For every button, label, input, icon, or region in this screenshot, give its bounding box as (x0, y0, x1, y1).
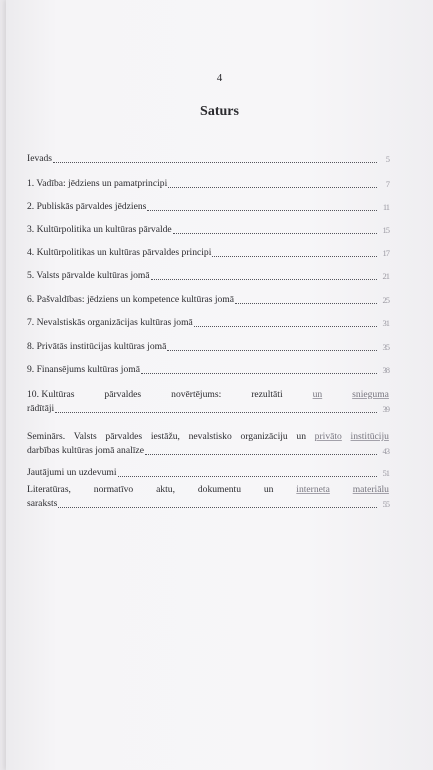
word: un (312, 389, 323, 400)
word: aktu, (156, 484, 175, 495)
document-page (6, 0, 433, 770)
word: 10. Kultūras (27, 389, 75, 400)
toc-entry-line2 (27, 402, 389, 416)
toc-entry-label: darbības kultūras jomā analīze (27, 445, 144, 456)
word: dokumentu (197, 484, 242, 495)
toc-entry-9 (27, 363, 389, 377)
toc-entry-page: 21 (382, 271, 389, 281)
toc-entry-page: 17 (382, 248, 389, 258)
table-of-contents (6, 0, 433, 770)
toc-entry-3 (27, 223, 389, 237)
toc-entry-literature (27, 483, 389, 511)
word: interneta (296, 484, 330, 495)
toc-entry-page: 43 (382, 446, 389, 456)
word: materiālu (352, 484, 389, 495)
toc-entry-page: 15 (382, 225, 389, 235)
toc-entry-label: 8. Privātās institūcijas kultūras jomā (27, 341, 167, 352)
toc-entry-7 (27, 316, 389, 330)
toc-entry-line1 (27, 483, 389, 497)
toc-entry-label: Ievads (27, 153, 53, 164)
toc-entry-line2 (27, 444, 389, 458)
toc-entry-page: 25 (382, 295, 389, 305)
page-number: 4 (216, 72, 223, 84)
toc-entry-label: 6. Pašvaldības: jēdziens un kompetence kultūras jomā (27, 294, 235, 305)
toc-entry-line2 (27, 497, 389, 511)
dot-leader (141, 373, 377, 374)
word: iestāžu, (150, 431, 180, 442)
toc-entry-page: 51 (382, 468, 389, 478)
toc-entry-4 (27, 246, 389, 260)
dot-leader (145, 454, 377, 455)
dot-leader (53, 162, 377, 163)
dot-leader (147, 210, 377, 211)
word: pārvaldes (105, 431, 143, 442)
word: privāto (314, 431, 342, 442)
toc-entry-2 (27, 200, 389, 214)
toc-entry-label: 9. Finansējums kultūras jomā (27, 364, 140, 375)
toc-entry-page: 39 (382, 404, 389, 414)
toc-entry-1 (27, 177, 389, 191)
toc-entry-line1 (27, 430, 389, 444)
toc-entry-intro (27, 152, 389, 166)
dot-leader (212, 256, 377, 257)
toc-entry-seminar (27, 430, 389, 458)
toc-entry-page: 11 (382, 202, 389, 212)
toc-entry-label: 7. Nevalstiskās organizācijas kultūras jomā (27, 317, 193, 328)
word: normatīvo (93, 484, 134, 495)
word: rezultāti (251, 389, 283, 400)
toc-entry-label: 4. Kultūrpolitikas un kultūras pārvaldes principi (27, 247, 212, 258)
dot-leader (151, 279, 377, 280)
dot-leader (235, 303, 377, 304)
toc-entry-page: 35 (382, 342, 389, 352)
toc-entry-label: 2. Publiskās pārvaldes jēdziens (27, 201, 147, 212)
toc-entry-page: 55 (382, 499, 389, 509)
word: organizāciju (240, 431, 288, 442)
toc-entry-line1 (27, 388, 389, 402)
toc-entry-label: Jautājumi un uzdevumi (27, 467, 117, 478)
toc-entry-label: rādītāji (27, 403, 55, 414)
toc-entry-5 (27, 269, 389, 283)
toc-entry-questions (27, 466, 389, 480)
toc-entry-label: 5. Valsts pārvalde kultūras jomā (27, 270, 150, 281)
dot-leader (168, 187, 377, 188)
word: snieguma (352, 389, 389, 400)
toc-entry-6 (27, 293, 389, 307)
dot-leader (118, 476, 377, 477)
toc-entry-8 (27, 340, 389, 354)
word: nevalstisko (188, 431, 232, 442)
dot-leader (194, 326, 377, 327)
toc-entry-label: saraksts (27, 498, 58, 509)
word: novērtējums: (171, 389, 222, 400)
toc-entry-page: 7 (385, 179, 389, 189)
word: Valsts (73, 431, 97, 442)
word: institūciju (350, 431, 389, 442)
dot-leader (58, 507, 377, 508)
toc-entry-10 (27, 388, 389, 416)
word: un (296, 431, 306, 442)
toc-entry-page: 38 (382, 365, 389, 375)
word: pārvaldes (104, 389, 142, 400)
dot-leader (55, 412, 377, 413)
toc-entry-label: 3. Kultūrpolitika un kultūras pārvalde (27, 224, 172, 235)
word: Literatūras, (27, 484, 71, 495)
toc-entry-label: 1. Vadība: jēdziens un pamatprincipi (27, 178, 168, 189)
dot-leader (167, 350, 377, 351)
page-title: Saturs (200, 104, 239, 119)
toc-entry-page: 5 (385, 154, 389, 164)
toc-entry-page: 31 (382, 318, 389, 328)
dot-leader (173, 233, 377, 234)
word: un (263, 484, 274, 495)
word: Seminārs. (27, 431, 66, 442)
